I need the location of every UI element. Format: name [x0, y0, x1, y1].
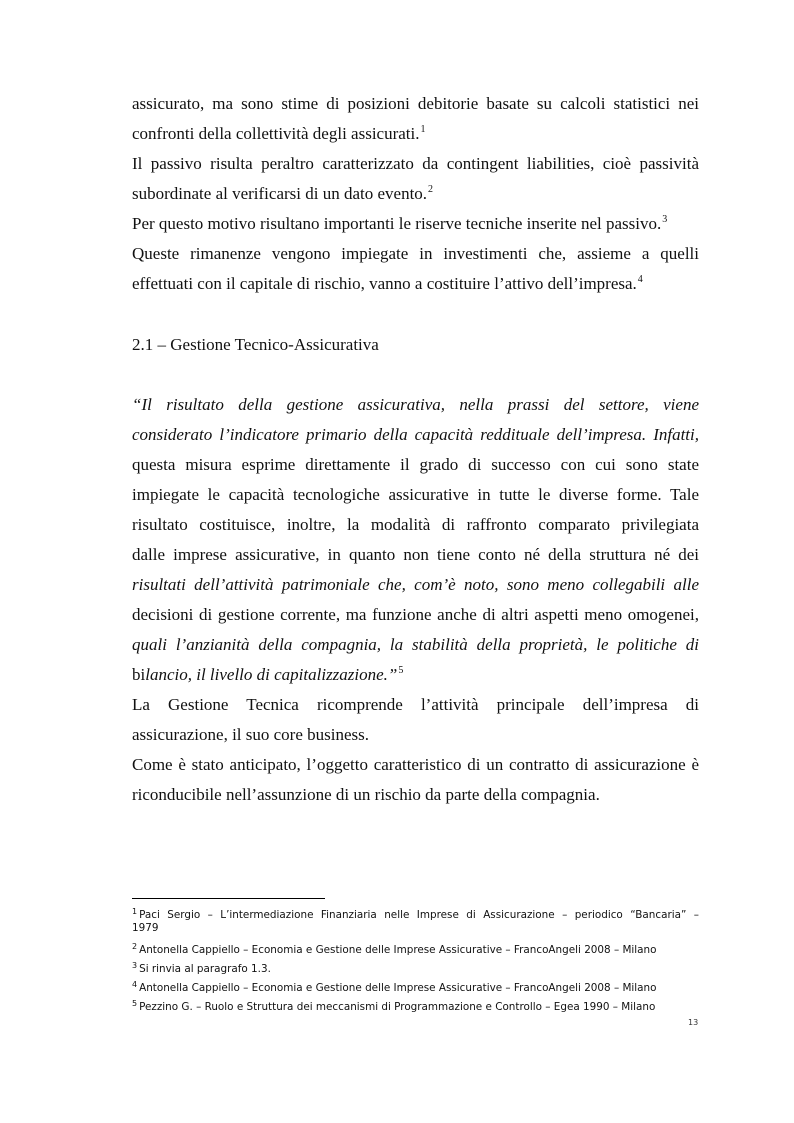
footnote-separator [132, 898, 325, 899]
paragraph-3-line-1 [132, 209, 699, 239]
footnote-ref-4: 4 [637, 274, 643, 285]
footnote-1 [132, 904, 699, 920]
paragraph-2-line-2 [132, 179, 699, 209]
footnote-3-text: Si rinvia al paragrafo 1.3. [139, 963, 271, 975]
quote-line-6: dalle imprese assicurative, in quanto non tiene conto né della struttura né dei [132, 545, 699, 564]
footnote-ref-2: 2 [428, 184, 434, 195]
quote-line-10-end: lancio, il livello di capitalizzazione.” [145, 665, 398, 684]
paragraph-2-line-1: Il passivo risulta peraltro caratterizzato da contingent liabilities, cioè passività [132, 154, 699, 173]
paragraph-3-text: Per questo motivo risultano importanti le riserve tecniche inserite nel passivo. [132, 214, 662, 233]
footnote-1-continuation: 1979 [132, 922, 159, 934]
footnote-4-text: Antonella Cappiello – Economia e Gestione delle Imprese Assicurative – FrancoAngeli 2008 – Milano [139, 982, 657, 994]
paragraph-5-line-1: La Gestione Tecnica ricomprende l’attività principale dell’impresa di [132, 695, 699, 714]
quote-line-1: “Il risultato della gestione assicurativa, nella prassi del settore, viene [132, 395, 699, 414]
footnote-5 [132, 996, 699, 1015]
quote-line-3: questa misura esprime direttamente il grado di successo con cui sono state [132, 455, 699, 474]
paragraph-6-line-2: riconducibile nell’assunzione di un rischio da parte della compagnia. [132, 785, 600, 804]
page-number: 13 [688, 1018, 699, 1027]
footnote-1-number: 1 [132, 907, 138, 916]
section-heading: 2.1 – Gestione Tecnico-Assicurativa [132, 335, 379, 354]
paragraph-4-text: effettuati con il capitale di rischio, vanno a costituire l’attivo dell’impresa. [132, 274, 637, 293]
footnote-ref-3: 3 [662, 214, 668, 225]
section-heading-block [132, 330, 699, 360]
footnote-2-number: 2 [132, 942, 138, 951]
footnote-5-text: Pezzino G. – Ruolo e Struttura dei meccanismi di Programmazione e Controllo – Egea 1990 – Milano [139, 1001, 656, 1013]
paragraph-1-line-2 [132, 119, 699, 149]
body-text-block [132, 89, 699, 299]
paragraph-4-line-1: Queste rimanenze vengono impiegate in investimenti che, assieme a quelli [132, 244, 699, 263]
quote-line-8: decisioni di gestione corrente, ma funzione anche di altri aspetti meno omogenei, [132, 605, 699, 624]
quote-line-10-start: bi [132, 665, 146, 684]
quote-line-4: impiegate le capacità tecnologiche assicurative in tutte le diverse forme. Tale [132, 485, 699, 504]
footnote-5-number: 5 [132, 999, 138, 1008]
paragraph-1-line-1: assicurato, ma sono stime di posizioni debitorie basate su calcoli statistici nei [132, 94, 699, 113]
paragraph-2-text: subordinate al verificarsi di un dato evento. [132, 184, 428, 203]
footnote-4-number: 4 [132, 980, 138, 989]
quote-line-9: quali l’anzianità della compagnia, la stabilità della proprietà, le politiche di [132, 635, 699, 654]
quote-line-5: risultato costituisce, inoltre, la modalità di raffronto comparato privilegiata [132, 515, 699, 534]
quote-line-2: considerato l’indicatore primario della capacità reddituale dell’impresa. Infatti, [132, 425, 699, 444]
paragraph-5-line-2: assicurazione, il suo core business. [132, 725, 369, 744]
quote-line-7: risultati dell’attività patrimoniale che, com’è noto, sono meno collegabili alle [132, 575, 699, 594]
footnote-3-number: 3 [132, 961, 138, 970]
footnote-4 [132, 977, 699, 996]
footnote-3 [132, 958, 699, 977]
paragraph-4-line-2 [132, 269, 699, 299]
footnote-1-text: Paci Sergio – L’intermediazione Finanziaria nelle Imprese di Assicurazione – periodico “Bancaria” – [139, 909, 699, 921]
quote-block [132, 390, 699, 810]
footnote-2 [132, 939, 699, 958]
footnote-2-text: Antonella Cappiello – Economia e Gestione delle Imprese Assicurative – FrancoAngeli 2008 – Milano [139, 944, 657, 956]
paragraph-1-text: confronti della collettività degli assicurati. [132, 124, 420, 143]
footnote-ref-1: 1 [420, 124, 426, 135]
footnotes [132, 904, 699, 1015]
quote-line-10 [132, 660, 699, 690]
footnote-ref-5: 5 [398, 665, 404, 676]
paragraph-6-line-1: Come è stato anticipato, l’oggetto caratteristico di un contratto di assicurazione è [132, 755, 699, 774]
